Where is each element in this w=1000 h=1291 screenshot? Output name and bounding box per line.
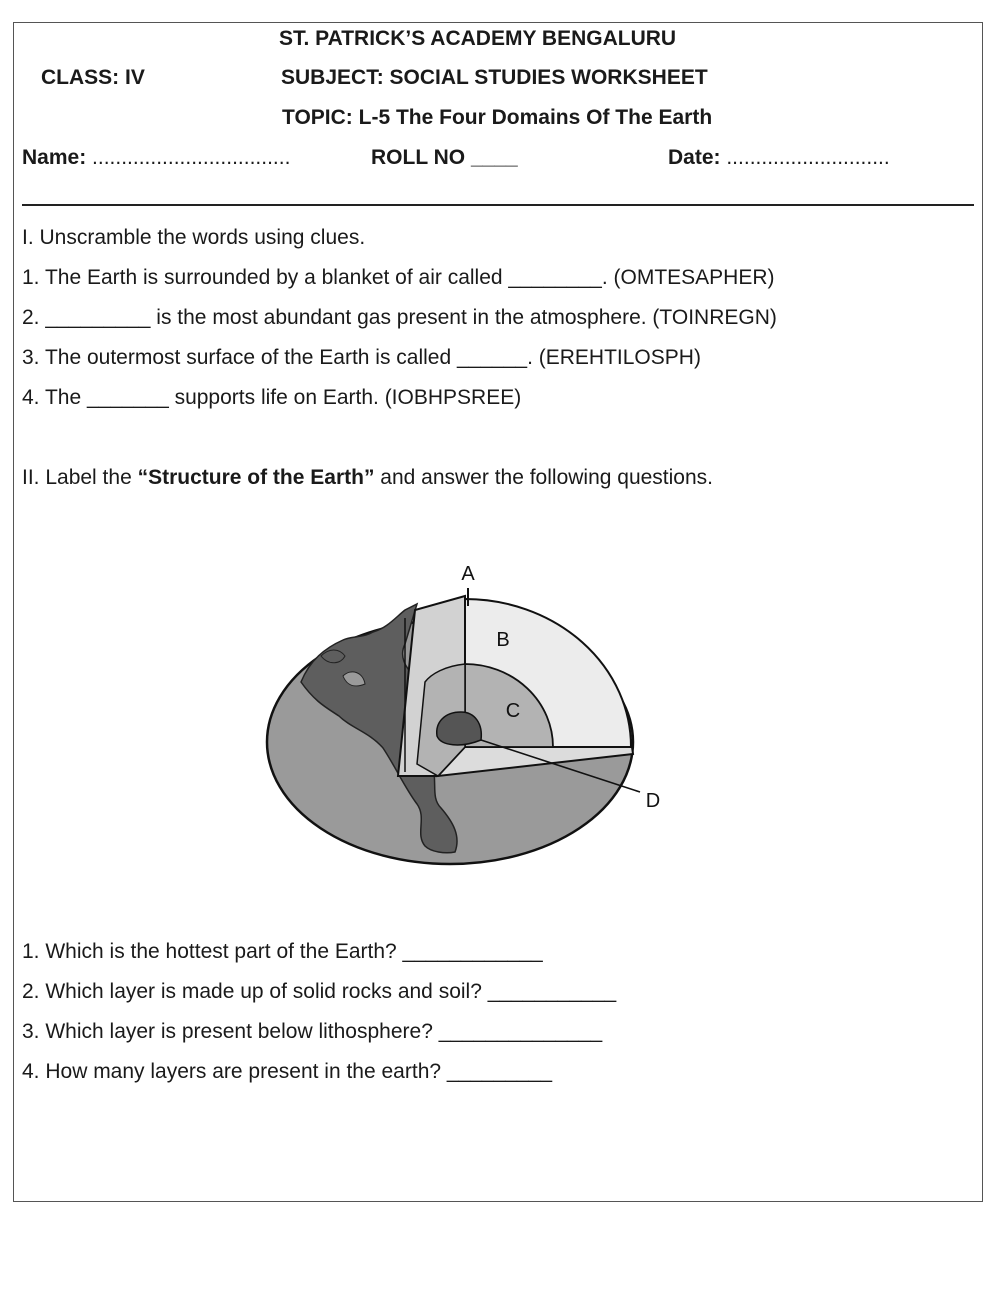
class-label: CLASS: IV bbox=[41, 66, 145, 89]
earth-structure-diagram bbox=[255, 552, 685, 872]
date-label: Date: bbox=[668, 146, 721, 169]
roll-no-field[interactable]: ROLL NO ____ bbox=[371, 146, 518, 169]
topic-label: TOPIC: L-5 The Four Domains Of The Earth bbox=[282, 106, 713, 129]
label-c: C bbox=[505, 700, 521, 722]
label-d: D bbox=[645, 790, 661, 812]
section1-question[interactable]: 1. The Earth is surrounded by a blanket of air called ________. (OMTESAPHER) bbox=[22, 266, 775, 289]
header-divider bbox=[22, 204, 974, 206]
section1-question[interactable]: 2. _________ is the most abundant gas present in the atmosphere. (TOINREGN) bbox=[22, 306, 777, 329]
section1-question[interactable]: 3. The outermost surface of the Earth is called ______. (EREHTILOSPH) bbox=[22, 346, 701, 369]
section2-heading-bold: “Structure of the Earth” bbox=[137, 466, 375, 489]
date-blank: ............................ bbox=[720, 146, 890, 169]
section2-heading-post: and answer the following questions. bbox=[374, 466, 713, 489]
section1-heading: I. Unscramble the words using clues. bbox=[22, 226, 366, 249]
subject-label: SUBJECT: SOCIAL STUDIES WORKSHEET bbox=[281, 66, 708, 89]
date-field[interactable] bbox=[668, 146, 890, 170]
section2-question[interactable]: 1. Which is the hottest part of the Earth? ____________ bbox=[22, 940, 543, 963]
section2-heading bbox=[22, 466, 713, 490]
school-name: ST. PATRICK’S ACADEMY BENGALURU bbox=[279, 27, 677, 50]
name-label: Name: bbox=[22, 146, 87, 169]
section2-question[interactable]: 4. How many layers are present in the earth? _________ bbox=[22, 1060, 552, 1083]
name-blank: .................................. bbox=[86, 146, 291, 169]
inner-core-layer bbox=[437, 712, 482, 745]
name-field[interactable] bbox=[22, 146, 290, 170]
section2-heading-pre: II. Label the bbox=[22, 466, 138, 489]
label-b: B bbox=[496, 629, 510, 651]
section2-question[interactable]: 2. Which layer is made up of solid rocks and soil? ___________ bbox=[22, 980, 617, 1003]
section1-question[interactable]: 4. The _______ supports life on Earth. (IOBHPSREE) bbox=[22, 386, 522, 409]
section2-question[interactable]: 3. Which layer is present below lithosphere? ______________ bbox=[22, 1020, 603, 1043]
label-a: A bbox=[461, 563, 475, 585]
